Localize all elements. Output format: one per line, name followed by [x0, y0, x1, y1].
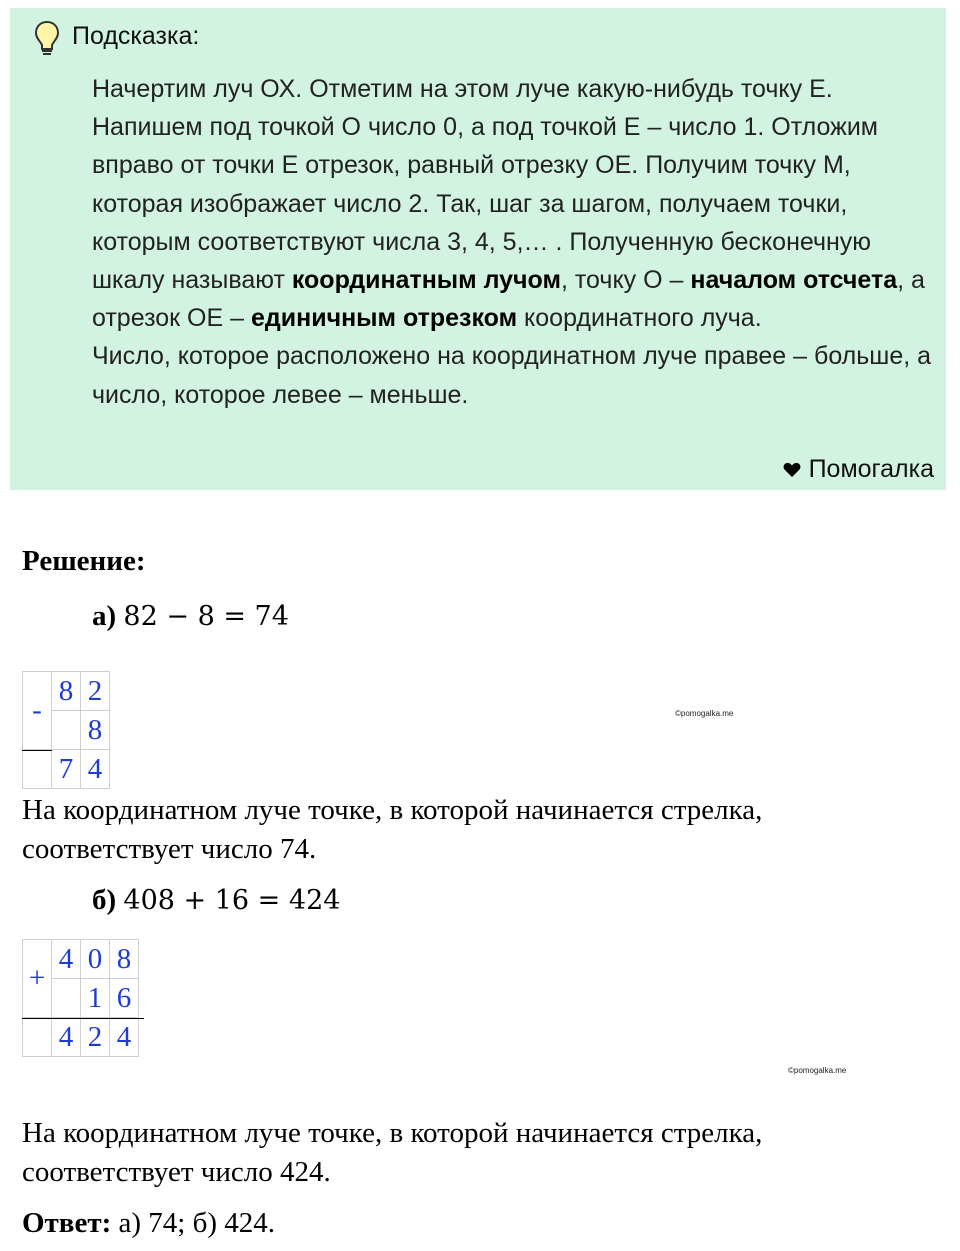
term-unit-segment: единичным отрезком: [250, 304, 518, 333]
hint-title: Подсказка:: [72, 22, 200, 50]
hint-body: [92, 70, 942, 414]
part-b-expression: 408 + 16 = 424: [123, 885, 341, 916]
digit-cell: 8: [52, 672, 81, 711]
empty-cell: [23, 1018, 52, 1057]
solution-title: Решение:: [22, 545, 146, 577]
heart-icon: [783, 462, 801, 478]
addition-column: [22, 939, 139, 1057]
minus-sign: -: [23, 672, 52, 750]
digit-cell: 7: [52, 750, 81, 789]
part-b-label: б): [92, 884, 117, 916]
part-a-heading: [92, 600, 289, 633]
pomogalka-label: Помогалка: [808, 455, 934, 483]
digit-cell: 0: [81, 940, 110, 979]
part-a-conclusion: На координатном луче точке, в которой начинается стрелка, соответствует число 74.: [22, 794, 763, 865]
digit-cell: 1: [81, 979, 110, 1018]
term-origin: началом отсчета: [690, 266, 898, 295]
part-a-expression: 82 − 8 = 74: [123, 601, 289, 632]
digit-cell: 6: [110, 979, 139, 1018]
answer: [22, 1207, 275, 1240]
hint-paragraph-2: Число, которое расположено на координатном луче правее – больше, а число, которое левее – меньше.: [92, 342, 932, 409]
plus-sign: +: [23, 940, 52, 1018]
watermark: ©pomogalka.me: [788, 1066, 847, 1075]
pomogalka-link[interactable]: [783, 455, 934, 484]
answer-text: а) 74; б) 424.: [111, 1207, 275, 1239]
digit-cell: 4: [52, 1018, 81, 1057]
digit-cell: 4: [81, 750, 110, 789]
digit-cell: [52, 711, 81, 750]
part-b-conclusion: На координатном луче точке, в которой начинается стрелка, соответствует число 424.: [22, 1117, 763, 1188]
term-coordinate-ray: координатным лучом: [291, 266, 561, 295]
hint-paragraph-1: Начертим луч ОХ. Отметим на этом луче какую-нибудь точку Е. Напишем под точкой О число 0, а под точкой Е – число 1. Отложим вправо от точки Е отрезок, равный отрезку ОЕ. Получим точку М, которая изображает число 2. Так, шаг за шагом, получаем точки, которым соответствуют числа 3, 4, 5,… . Полученную бесконечную шкалу называют координатным лучом, точку О – началом отсчета, а отрезок ОЕ – единичным отрезком координатного луча.: [92, 75, 925, 333]
answer-label: Ответ:: [22, 1207, 112, 1239]
empty-cell: [23, 750, 52, 789]
empty-cell: [52, 979, 81, 1018]
part-a-label: а): [92, 600, 117, 632]
digit-cell: 4: [110, 1018, 139, 1057]
part-b-heading: [92, 884, 340, 917]
subtraction-column: [22, 671, 110, 789]
result-line: [22, 750, 52, 751]
watermark: ©pomogalka.me: [675, 709, 734, 718]
digit-cell: 2: [81, 672, 110, 711]
digit-cell: 8: [110, 940, 139, 979]
result-line: [22, 1018, 144, 1019]
digit-cell: 2: [81, 1018, 110, 1057]
digit-cell: 8: [81, 711, 110, 750]
lightbulb-icon: [34, 20, 60, 58]
digit-cell: 4: [52, 940, 81, 979]
